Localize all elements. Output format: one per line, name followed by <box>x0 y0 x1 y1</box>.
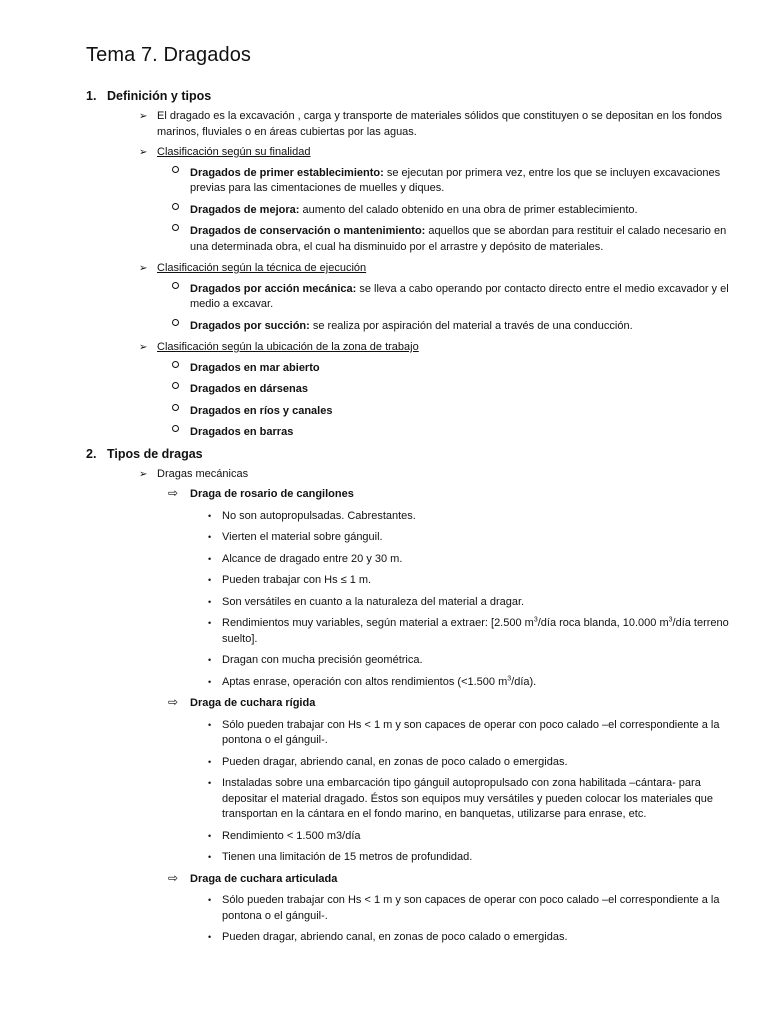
list-item <box>86 203 738 219</box>
section-1-heading <box>86 89 738 103</box>
term-definition: se ejecutan por primera vez, entre los que se incluyen excavaciones previas para las cimentaciones de muelles y diques. <box>190 166 721 194</box>
list-item <box>86 224 738 255</box>
item-text: /día roca blanda, 10.000 m <box>537 617 669 629</box>
list-item <box>86 319 738 335</box>
dredge-type-rigida <box>86 696 738 712</box>
circle-bullet-icon <box>172 382 179 389</box>
arrow-bullet-icon: ➢ <box>139 342 148 353</box>
list-item <box>86 425 738 441</box>
classification-label: Clasificación según la técnica de ejecución <box>157 262 367 274</box>
item-text: Rendimientos muy variables, según material a extraer: [2.500 m <box>222 617 534 629</box>
item-text: Sólo pueden trabajar con Hs < 1 m y son capaces de operar con poco calado –el correspondiente a la pontona o el gánguil-. <box>222 718 720 746</box>
list-item <box>86 595 738 611</box>
bullet-icon: • <box>208 932 212 942</box>
term-definition: se realiza por aspiración del material a través de una conducción. <box>309 319 633 332</box>
classification-ubicacion <box>86 340 738 356</box>
bullet-icon: • <box>208 655 212 665</box>
list-item <box>86 829 738 845</box>
arrow-bullet-icon: ➢ <box>139 111 148 122</box>
list-item <box>86 930 738 946</box>
dredge-type-title: Draga de cuchara rígida <box>190 697 316 709</box>
item-text: Son versátiles en cuanto a la naturaleza del material a dragar. <box>222 595 525 608</box>
bullet-icon: • <box>208 510 212 521</box>
term: Dragados por acción mecánica: <box>190 282 357 295</box>
bullet-icon: • <box>208 618 212 628</box>
classification-tecnica <box>86 261 738 277</box>
bullet-icon: • <box>208 676 212 687</box>
bullet-icon: • <box>208 778 212 788</box>
term: Dragados en barras <box>190 426 294 438</box>
dredge-type-title: Draga de rosario de cangilones <box>190 488 354 500</box>
superscript: 3 <box>507 674 512 682</box>
term-definition: se lleva a cabo operando por contacto directo entre el medio excavador y el medio a excavar. <box>190 282 729 310</box>
circle-bullet-icon <box>172 404 179 411</box>
term: Dragados en mar abierto <box>190 361 320 374</box>
section-title: Definición y tipos <box>107 89 212 103</box>
dredge-type-title: Draga de cuchara articulada <box>190 872 338 885</box>
bullet-icon: • <box>208 852 212 862</box>
item-text: Pueden trabajar con Hs ≤ 1 m. <box>222 574 372 586</box>
superscript: 3 <box>533 616 538 624</box>
arrow-bullet-icon: ➢ <box>139 468 148 480</box>
list-item <box>86 552 738 568</box>
list-item <box>86 850 738 866</box>
section-title: Tipos de dragas <box>107 446 203 461</box>
bullet-icon: • <box>208 895 212 905</box>
circle-bullet-icon <box>172 425 179 432</box>
dragas-mecanicas <box>86 467 738 483</box>
subsection-label: Dragas mecánicas <box>157 467 249 480</box>
classification-finalidad <box>86 145 738 161</box>
arrow-bullet-icon: ➢ <box>139 263 148 274</box>
double-arrow-icon: ⇨ <box>168 486 179 500</box>
classification-label: Clasificación según su finalidad <box>157 146 311 158</box>
bullet-icon: • <box>208 575 212 585</box>
item-text: Tienen una limitación de 15 metros de profundidad. <box>222 851 473 863</box>
list-item <box>86 166 738 197</box>
item-text: Pueden dragar, abriendo canal, en zonas de poco calado o emergidas. <box>222 755 568 768</box>
list-item <box>86 573 738 589</box>
term: Dragados en ríos y canales <box>190 404 333 417</box>
list-item <box>86 653 738 669</box>
list-item <box>86 530 738 546</box>
dredge-type-articulada <box>86 872 738 888</box>
section-number: 1. <box>86 89 97 103</box>
list-item <box>86 361 738 377</box>
list-item <box>86 404 738 420</box>
bullet-icon: • <box>208 553 212 564</box>
list-item <box>86 718 738 749</box>
circle-bullet-icon <box>172 203 179 210</box>
list-item <box>86 382 738 398</box>
term: Dragados de mejora: <box>190 203 300 216</box>
definition-paragraph <box>86 109 738 140</box>
superscript: 3 <box>668 616 673 624</box>
list-item <box>86 509 738 525</box>
term: Dragados de conservación o mantenimiento: <box>190 225 426 237</box>
circle-bullet-icon <box>172 224 179 231</box>
list-item <box>86 893 738 924</box>
list-item <box>86 282 738 313</box>
item-text: Instaladas sobre una embarcación tipo gánguil autopropulsado con zona habilitada –cántara- para depositar el material dragado. Éstos son equipos muy versátiles y pueden colocar los materiales que transportan en la cántara en el fondo marino, en banquetas, utilizarse para enrase, etc. <box>222 777 713 820</box>
double-arrow-icon: ⇨ <box>168 695 179 709</box>
document-title: Tema 7. Dragados <box>86 44 252 66</box>
bullet-icon: • <box>208 719 212 730</box>
section-number: 2. <box>86 446 97 461</box>
item-text: Pueden dragar, abriendo canal, en zonas de poco calado o emergidas. <box>222 931 568 943</box>
item-text: /día terreno suelto]. <box>222 617 729 645</box>
term: Dragados por succión: <box>190 319 310 332</box>
term: Dragados de primer establecimiento: <box>190 166 384 179</box>
list-item <box>86 675 738 691</box>
bullet-icon: • <box>208 830 212 841</box>
circle-bullet-icon <box>172 361 179 368</box>
circle-bullet-icon <box>172 319 179 326</box>
list-item <box>86 616 738 647</box>
classification-label: Clasificación según la ubicación de la zona de trabajo <box>157 341 419 353</box>
term-definition: aquellos que se abordan para restituir el calado necesario en una determinada obra, el cual ha disminuido por el arrastre y depósito de materiales. <box>190 225 727 253</box>
list-item <box>86 776 738 823</box>
circle-bullet-icon <box>172 282 179 289</box>
item-text: /día). <box>511 675 537 688</box>
item-text: No son autopropulsadas. Cabrestantes. <box>222 509 416 522</box>
item-text: Dragan con mucha precisión geométrica. <box>222 654 423 666</box>
bullet-icon: • <box>208 756 212 767</box>
item-text: Aptas enrase, operación con altos rendimientos (<1.500 m <box>222 675 508 688</box>
bullet-icon: • <box>208 596 212 607</box>
definition-text: El dragado es la excavación , carga y transporte de materiales sólidos que constituyen o se depositan en los fondos marinos, fluviales o en áreas cubiertas por las aguas. <box>157 110 723 138</box>
item-text: Alcance de dragado entre 20 y 30 m. <box>222 552 403 565</box>
term: Dragados en dársenas <box>190 383 308 395</box>
term-definition: aumento del calado obtenido en una obra de primer establecimiento. <box>299 203 638 216</box>
arrow-bullet-icon: ➢ <box>139 147 148 158</box>
section-2-heading <box>86 447 738 461</box>
dredge-type-rosario <box>86 487 738 503</box>
item-text: Sólo pueden trabajar con Hs < 1 m y son capaces de operar con poco calado –el correspondiente a la pontona o el gánguil-. <box>222 894 720 922</box>
list-item <box>86 755 738 771</box>
circle-bullet-icon <box>172 166 179 173</box>
item-text: Rendimiento < 1.500 m3/día <box>222 829 361 842</box>
item-text: Vierten el material sobre gánguil. <box>222 531 383 543</box>
bullet-icon: • <box>208 532 212 542</box>
double-arrow-icon: ⇨ <box>168 870 179 885</box>
